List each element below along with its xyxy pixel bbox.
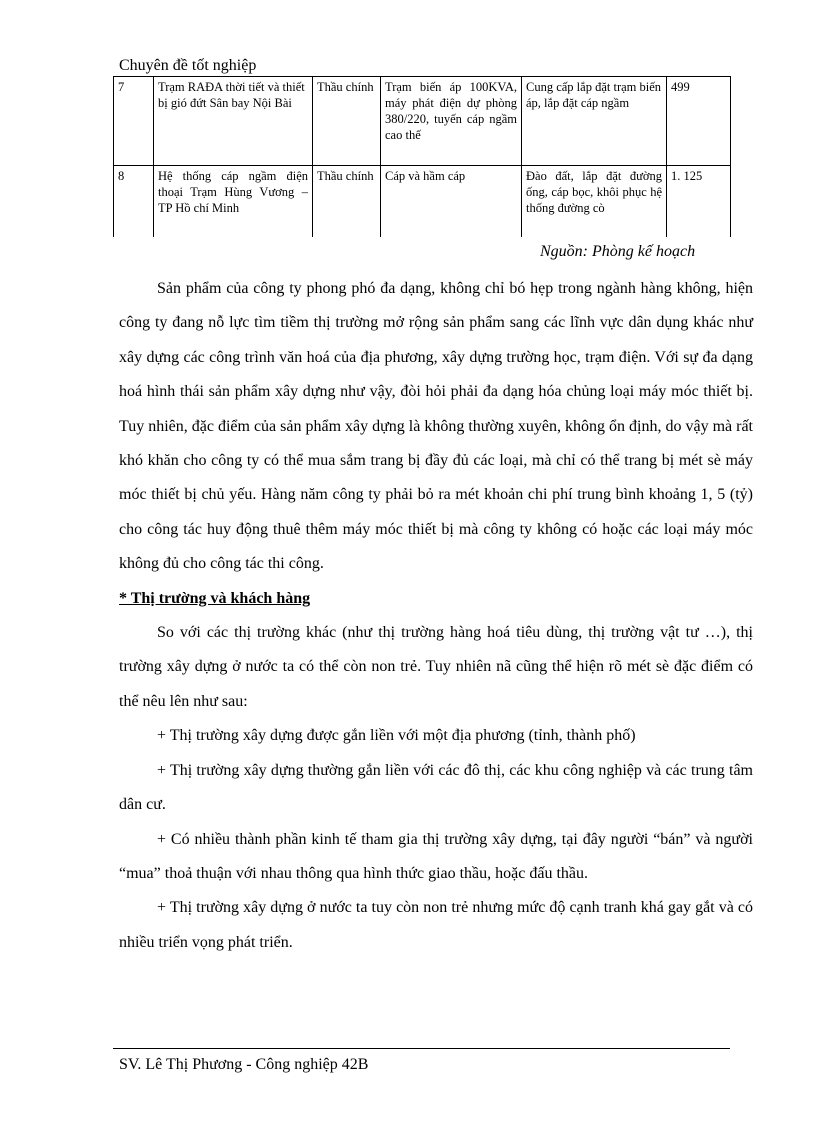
bullet-competition: + Thị trường xây dựng ở nước ta tuy còn non trẻ nhưng mức độ cạnh tranh khá gay gắt và có nhiều triển vọng phát triển. [119,899,753,951]
projects-table [113,76,731,237]
paragraph-products: Sản phẩm của công ty phong phó đa dạng, không chỉ bó hẹp trong ngành hàng không, hiện công ty đang nỗ lực tìm tiềm thị trường mở rộng sản phẩm sang các lĩnh vực dân dụng khác như xây dựng các công trình văn hoá của địa phương, xây dựng trường học, trạm điện. Với sự đa dạng hoá hình thái sản phẩm xây dựng như vậy, đòi hỏi phải đa dạng hóa chủng loại máy móc thiết bị. Tuy nhiên, đặc điểm của sản phẩm xây dựng là không thường xuyên, không ổn định, do vậy mà rất khó khăn cho công ty có thể mua sắm trang bị đầy đủ các loại, mà chỉ có thể trang bị mét sè máy móc thiết bị chủ yếu. Hàng năm công ty phải bỏ ra mét khoản chi phí trung bình khoảng 1, 5 (tỷ) cho công tác huy động thuê thêm máy móc thiết bị mà công ty không có hoặc các loại máy móc không đủ cho công tác thi công. [119,280,753,573]
cell-value: 1. 125 [667,166,731,237]
cell-content: Trạm biến áp 100KVA, máy phát điện dự phòng 380/220, tuyến cáp ngầm cao thế [381,77,522,166]
cell-role: Thầu chính [313,166,381,237]
cell-content: Cáp và hầm cáp [381,166,522,237]
cell-no: 7 [114,77,154,166]
projects-table-wrapper [113,76,730,237]
cell-project: Trạm RAĐA thời tiết và thiết bị gió đứt Sân bay Nội Bài [154,77,313,166]
section-title-market: * Thị trường và khách hàng [119,589,311,607]
cell-work: Đào đất, lắp đặt đường ống, cáp bọc, khôi phục hệ thống đường cò [522,166,667,237]
paragraph-market-intro: So với các thị trường khác (như thị trường hàng hoá tiêu dùng, thị trường vật tư …), thị trường xây dựng ở nước ta có thể còn non trẻ. Tuy nhiên nã cũng thể hiện rõ mét sè đặc điểm có thể nêu lên như sau: [119,624,753,710]
page-header: Chuyên đề tốt nghiệp [119,57,257,74]
cell-no: 8 [114,166,154,237]
bullet-local-market: + Thị trường xây dựng được gắn liền với một địa phương (tỉnh, thành phố) [157,727,636,745]
cell-project: Hệ thống cáp ngầm điện thoại Trạm Hùng Vương – TP Hồ chí Minh [154,166,313,237]
body-text [119,272,753,960]
cell-role: Thầu chính [313,77,381,166]
page-footer: SV. Lê Thị Phương - Công nghiệp 42B [119,1056,369,1073]
bullet-economic-sectors: + Có nhiều thành phần kinh tế tham gia thị trường xây dựng, tại đây người “bán” và người “mua” thoả thuận với nhau thông qua hình thức giao thầu, hoặc đấu thầu. [119,830,753,882]
cell-value: 499 [667,77,731,166]
footer-divider [113,1048,730,1049]
bullet-urban-market: + Thị trường xây dựng thường gắn liền với các đô thị, các khu công nghiệp và các trung tâm dân cư. [119,761,753,814]
cell-work: Cung cấp lắp đặt trạm biến áp, lắp đặt cáp ngầm [522,77,667,166]
table-row [114,166,731,237]
table-row [114,77,731,166]
table-source-note: Nguồn: Phòng kế hoạch [540,243,696,260]
